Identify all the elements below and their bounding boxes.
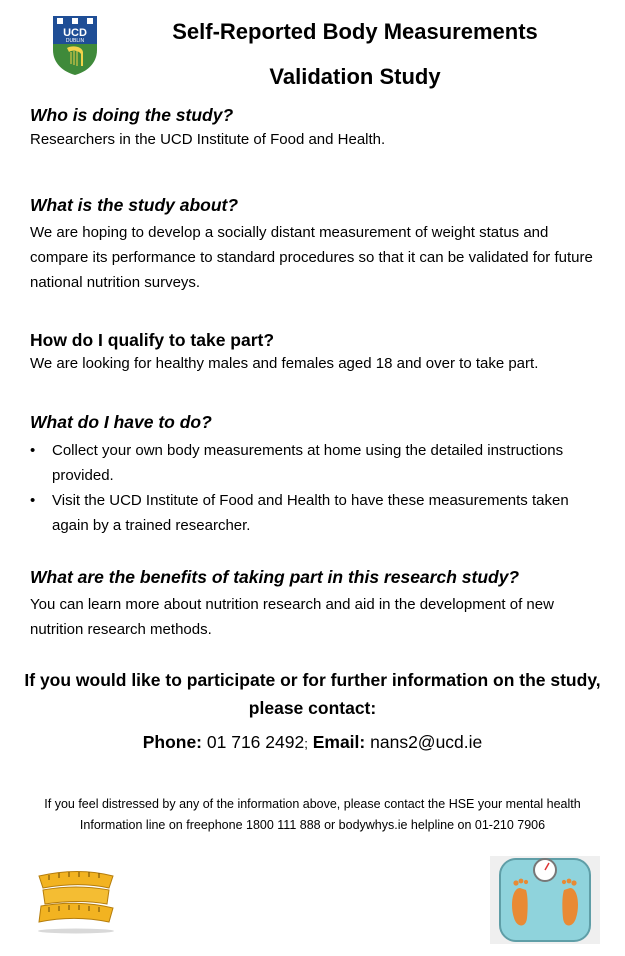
body-benefits: You can learn more about nutrition research and aid in the development of new nutrition research methods.	[30, 596, 554, 638]
list-item	[30, 488, 605, 538]
heading-what-about: What is the study about?	[30, 195, 239, 215]
heading-todo: What do I have to do?	[30, 412, 212, 432]
title-line-1: Self-Reported Body Measurements	[172, 19, 538, 44]
email-label: Email:	[312, 732, 366, 752]
contact-separator: ;	[304, 736, 308, 751]
heading-qualify: How do I qualify to take part?	[30, 330, 275, 350]
bullet-text: Collect your own body measurements at home using the detailed instructions provided.	[52, 442, 564, 484]
svg-text:DUBLIN: DUBLIN	[65, 38, 85, 44]
email-address[interactable]: nans2@ucd.ie	[370, 732, 483, 752]
bullet-text: Visit the UCD Institute of Food and Health to have these measurements taken again by a trained researcher.	[52, 492, 569, 534]
contact-call-to-action: If you would like to participate or for further information on the study, please contact:	[24, 670, 601, 718]
contact-line	[20, 732, 605, 753]
bullet-icon: •	[30, 492, 36, 509]
svg-text:UCD: UCD	[63, 27, 87, 39]
body-qualify: We are looking for healthy males and females aged 18 and over to take part.	[30, 355, 539, 372]
heading-benefits: What are the benefits of taking part in this research study?	[30, 567, 520, 587]
heading-who: Who is doing the study?	[30, 105, 234, 125]
bullet-icon: •	[30, 442, 36, 459]
support-helpline-note: If you feel distressed by any of the information above, please contact the HSE your mental health Information line on freephone 1800 111 888 or bodywhys.ie helpline on 01-210 7906	[44, 797, 581, 832]
phone-number[interactable]: 01 716 2492	[206, 732, 305, 752]
body-what-about: We are hoping to develop a socially distant measurement of weight status and compare its performance to standard procedures so that it can be validated for future national nutrition surveys.	[30, 224, 593, 291]
bathroom-scale-icon	[490, 856, 600, 944]
list-item	[30, 438, 605, 488]
measuring-tape-icon	[35, 868, 117, 934]
body-who: Researchers in the UCD Institute of Food and Health.	[30, 131, 386, 148]
phone-label: Phone:	[142, 732, 203, 752]
ucd-crest-logo	[52, 14, 98, 76]
title-line-2: Validation Study	[269, 64, 441, 89]
